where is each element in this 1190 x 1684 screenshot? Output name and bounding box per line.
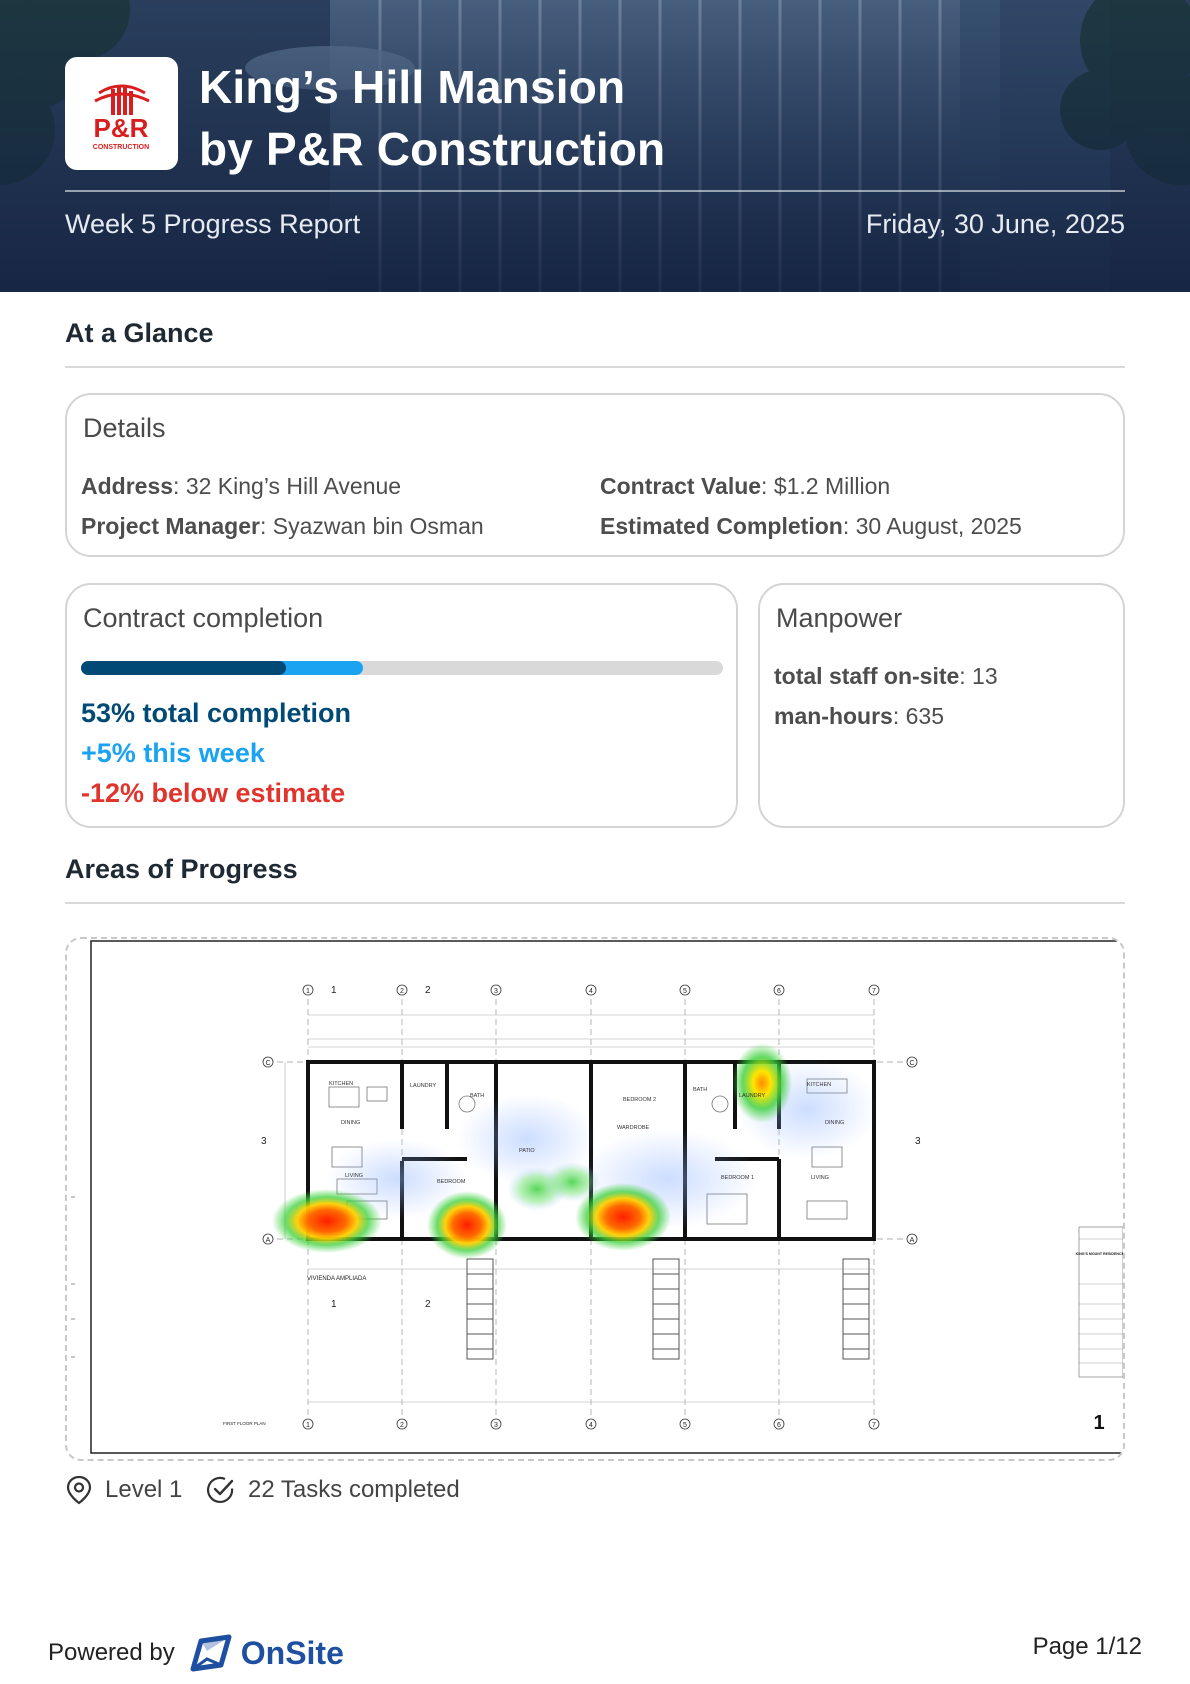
project-title	[199, 56, 665, 180]
at-a-glance-heading: At a Glance	[65, 318, 214, 348]
grid-letter: A	[265, 1237, 271, 1244]
report-subtitle: Week 5 Progress Report	[65, 209, 361, 239]
completion-progress-bar	[81, 661, 723, 675]
svg-text:P&R: P&R	[93, 113, 149, 143]
powered-by-text: Powered by	[48, 1639, 175, 1666]
section-mark: 2	[425, 985, 431, 996]
plan-unit-label: VIVIENDA AMPLIADA	[307, 1276, 367, 1282]
room-label: WARDROBE	[617, 1125, 650, 1131]
grid-number: 1	[306, 988, 310, 995]
plan-sheet-label: FIRST FLOOR PLAN	[223, 1421, 266, 1426]
grid-letter: A	[909, 1237, 915, 1244]
estimated-completion-label: Estimated Completion	[600, 513, 843, 539]
grid-number: 4	[589, 1422, 593, 1429]
room-label: DINING	[825, 1120, 845, 1126]
room-label: KITCHEN	[329, 1081, 354, 1087]
room-label: PATIO	[519, 1148, 535, 1154]
areas-of-progress-heading: Areas of Progress	[65, 854, 298, 884]
tasks-text: 22 Tasks completed	[248, 1476, 460, 1503]
section-mark: 1	[331, 1299, 337, 1310]
section-mark: 1	[331, 985, 337, 996]
grid-number: 7	[872, 1422, 876, 1429]
grid-letter: C	[265, 1060, 271, 1067]
svg-text:CONSTRUCTION: CONSTRUCTION	[92, 144, 150, 151]
below-estimate-text: -12% below estimate	[81, 778, 346, 808]
grid-number: 6	[777, 988, 781, 995]
address-label: Address	[81, 473, 174, 499]
logo-icon	[65, 57, 178, 170]
man-hours-label: man-hours	[774, 703, 893, 729]
tasks-meta	[206, 1475, 460, 1505]
contract-value-row	[600, 473, 890, 500]
address-row	[81, 473, 401, 500]
room-label: LIVING	[345, 1173, 364, 1179]
section-mark: 2	[425, 1299, 431, 1310]
room-label: BEDROOM 1	[721, 1175, 755, 1181]
room-label: BATH	[470, 1093, 485, 1099]
section-divider	[65, 902, 1125, 904]
room-label: KITCHEN	[807, 1082, 832, 1088]
room-label: DINING	[341, 1120, 361, 1126]
project-title-line1: King’s Hill Mansion	[199, 61, 626, 113]
room-label: LIVING	[811, 1175, 830, 1181]
address-value: : 32 King’s Hill Avenue	[173, 473, 402, 499]
floor-plan-drawing	[67, 939, 1125, 1461]
location-text: Level 1	[105, 1476, 183, 1503]
contract-value-label: Contract Value	[600, 473, 762, 499]
location-pin-icon	[65, 1475, 93, 1505]
section-mark: 3	[261, 1136, 267, 1147]
estimated-completion-value: : 30 August, 2025	[842, 513, 1022, 539]
manpower-card	[758, 583, 1125, 828]
grid-number: 2	[400, 1422, 404, 1429]
section-divider	[65, 366, 1125, 368]
contract-completion-title: Contract completion	[83, 603, 324, 633]
grid-number: 5	[683, 988, 687, 995]
project-title-line2: by P&R Construction	[199, 123, 666, 175]
manpower-title: Manpower	[776, 603, 903, 633]
staff-on-site-label: total staff on-site	[774, 663, 960, 689]
sheet-number: 1	[1093, 1412, 1105, 1434]
location-meta	[65, 1475, 182, 1505]
room-label: BATH	[693, 1087, 708, 1093]
grid-number: 3	[494, 988, 498, 995]
staff-on-site-row	[774, 663, 998, 690]
details-card	[65, 393, 1125, 557]
floor-plan-heatmap	[65, 937, 1125, 1461]
company-logo	[65, 57, 178, 170]
staff-on-site-value: : 13	[959, 663, 998, 689]
grid-letter: C	[909, 1060, 915, 1067]
project-manager-label: Project Manager	[81, 513, 260, 539]
onsite-logo-icon	[187, 1633, 233, 1673]
project-manager-value: : Syazwan bin Osman	[259, 513, 484, 539]
project-manager-row	[81, 513, 484, 540]
contract-value-value: : $1.2 Million	[761, 473, 891, 499]
room-label: BEDROOM 2	[623, 1097, 657, 1103]
grid-number: 2	[400, 988, 404, 995]
grid-number: 7	[872, 988, 876, 995]
grid-number: 6	[777, 1422, 781, 1429]
report-header	[0, 0, 1190, 292]
section-mark: 3	[915, 1136, 921, 1147]
grid-number: 1	[306, 1422, 310, 1429]
details-title: Details	[83, 413, 166, 443]
man-hours-value: : 635	[892, 703, 944, 729]
powered-by	[48, 1633, 344, 1673]
header-divider	[65, 190, 1125, 192]
room-label: LAUNDRY	[739, 1093, 766, 1099]
progress-bar-total	[81, 661, 286, 675]
man-hours-row	[774, 703, 944, 730]
grid-number: 5	[683, 1422, 687, 1429]
this-week-text: +5% this week	[81, 738, 265, 768]
total-completion-text: 53% total completion	[81, 698, 352, 728]
drawing-title-block	[1076, 1227, 1125, 1377]
grid-number: 3	[494, 1422, 498, 1429]
grid-number: 4	[589, 988, 593, 995]
room-label: BEDROOM	[437, 1179, 466, 1185]
onsite-brand: OnSite	[240, 1634, 344, 1671]
title-block-project: KING'S MOUNT RESIDENCES	[1075, 1252, 1127, 1256]
contract-completion-card	[65, 583, 738, 828]
page-number: Page 1/12	[1032, 1633, 1142, 1660]
report-date: Friday, 30 June, 2025	[865, 209, 1125, 239]
check-circle-icon	[206, 1475, 236, 1505]
room-label: LAUNDRY	[410, 1083, 437, 1089]
estimated-completion-row	[600, 513, 1022, 540]
sheet-ruler	[71, 1197, 75, 1357]
